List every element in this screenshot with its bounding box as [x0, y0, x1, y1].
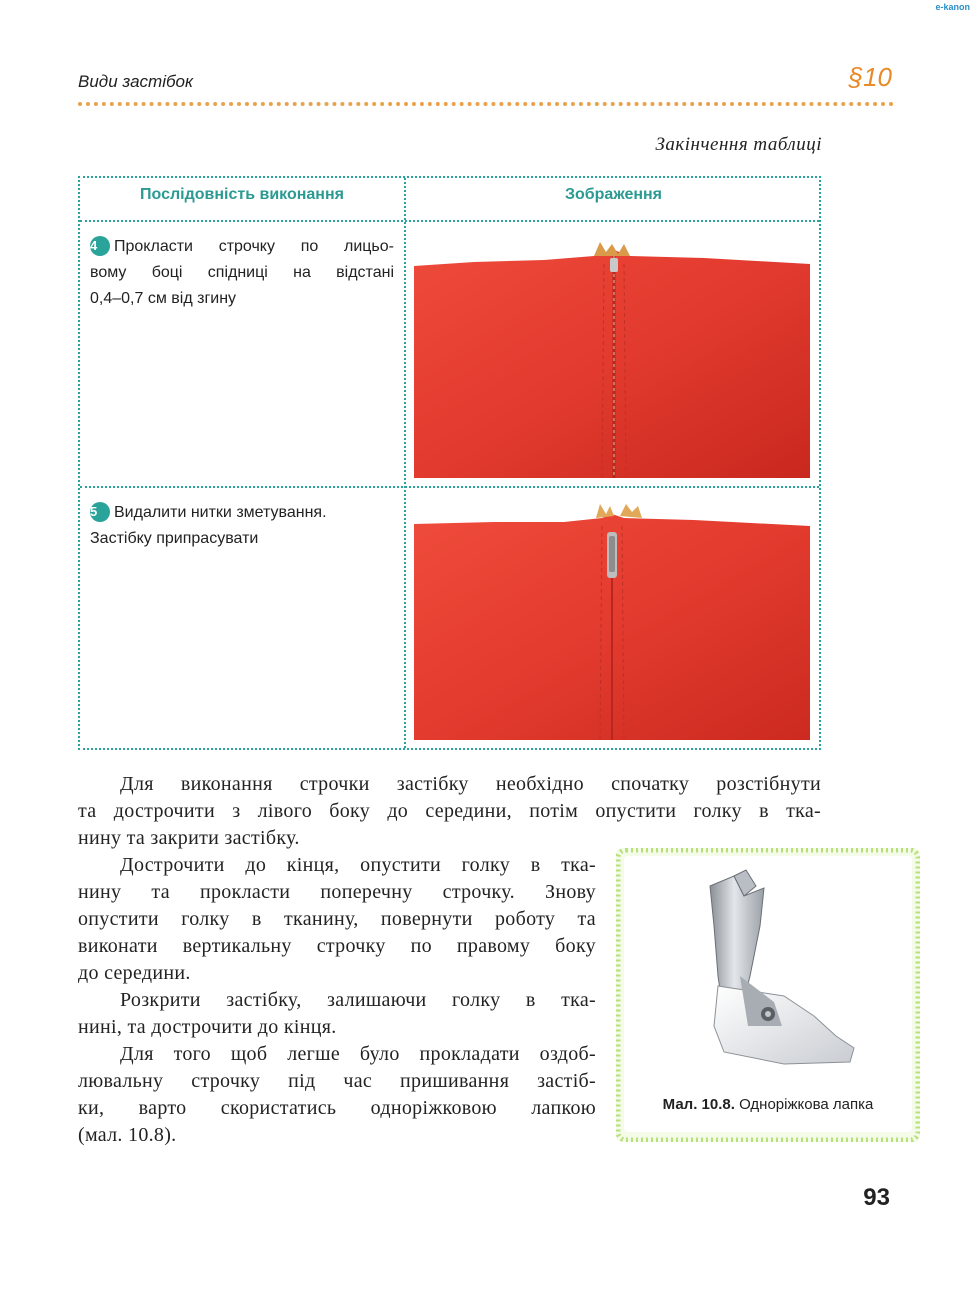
- step-5-text: [90, 500, 394, 552]
- step-number-badge: 4: [90, 236, 110, 256]
- presser-foot-image: [664, 866, 874, 1086]
- zipper-photo-2: [414, 502, 810, 740]
- paragraph-1-line-1: Для виконання строчки застібку необхідно спочатку розстібнути: [120, 773, 821, 795]
- step-5-line-1: Видалити нитки зметування.: [114, 504, 327, 521]
- column-header-image: Зображення: [564, 186, 663, 203]
- table-column-divider: [404, 178, 406, 748]
- step-4-text: [90, 234, 394, 312]
- paragraph-3-line-1: Розкрити застібку, залишаючи голку в тка-: [120, 989, 596, 1011]
- paragraph-3: [78, 987, 596, 1041]
- paragraph-1: [78, 771, 821, 852]
- paragraph-2-line-3: опустити голку в тканину, повернути роботу та: [78, 908, 596, 930]
- paragraph-2-line-4: виконати вертикальну строчку по правому боку: [78, 935, 596, 957]
- publisher-logo: е-kanon: [935, 2, 970, 12]
- step-number-badge: 5: [90, 502, 110, 522]
- table-caption: Закінчення таблиці: [655, 134, 822, 155]
- paragraph-1-line-3: нину та закрити застібку.: [78, 827, 300, 849]
- figure-panel: [624, 856, 912, 1132]
- figure-caption-text: Одноріжкова лапка: [739, 1096, 874, 1113]
- figure-10-8: [616, 848, 920, 1142]
- paragraph-2-line-1: Дострочити до кінця, опустити голку в тка-: [120, 854, 596, 876]
- step-4-line-1: Прокласти строчку по лицьо-: [114, 238, 394, 255]
- zipper-photo-1: [414, 242, 810, 478]
- paragraph-1-line-2: та дострочити з лівого боку до середини, потім опустити голку в тка-: [78, 800, 821, 822]
- table-row-divider: [80, 486, 819, 488]
- header-divider: [78, 102, 894, 106]
- section-number: §10: [848, 62, 892, 92]
- column-header-sequence: Послідовність виконання: [140, 186, 344, 203]
- paragraph-2-line-2: нину та прокласти поперечну строчку. Знову: [78, 881, 596, 903]
- step-4-line-3: 0,4–0,7 см від згину: [90, 290, 237, 307]
- running-title: Види застібок: [78, 72, 194, 91]
- paragraph-3-line-2: нині, та дострочити до кінця.: [78, 1016, 337, 1038]
- figure-caption: [624, 1096, 912, 1113]
- figure-caption-label: Мал. 10.8.: [662, 1096, 735, 1113]
- step-5-line-2: Застібку припрасувати: [90, 530, 259, 547]
- paragraph-4-line-2: лювальну строчку під час пришивання застіб-: [78, 1070, 596, 1092]
- table-header-divider: [80, 220, 819, 222]
- paragraph-2-line-5: до середини.: [78, 962, 191, 984]
- paragraph-4: [78, 1041, 596, 1149]
- paragraph-4-line-1: Для того щоб легше було прокладати оздоб-: [120, 1043, 596, 1065]
- paragraph-2: [78, 852, 596, 987]
- paragraph-4-line-4: (мал. 10.8).: [78, 1124, 177, 1146]
- steps-table: [78, 176, 821, 750]
- step-4-line-2: вому боці спідниці на відстані: [90, 264, 394, 281]
- page-number: 93: [863, 1184, 890, 1211]
- paragraph-4-line-3: ки, варто скористатись одноріжковою лапкою: [78, 1097, 596, 1119]
